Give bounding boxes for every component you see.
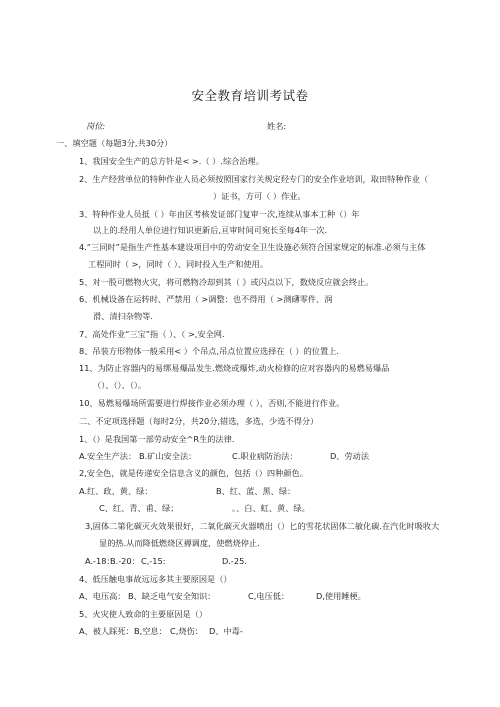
s2-q2-option-b: B、红、蓝、黑、绿： [216, 486, 296, 496]
s1-q4-line1: 4.“三同时”是指生产性基本建设项目中的劳动安全卫生设施必须符合国家规定的标准.必须与主体 [79, 242, 426, 252]
s2-q5-option-c: C,烧伤： [170, 626, 203, 636]
s2-q1: 1、（）是我国第一部劳动安全^R生的法律. [79, 434, 235, 444]
s1-q7: 7、高处作业“三宝”指（ ）、（ >,安全网. [79, 329, 225, 339]
s2-q2-option-a: A.红、政、黄、绿： [79, 486, 153, 496]
s1-q1: 1、我国安全生产的总方针是< >.（ ）.综合治理。 [79, 156, 264, 166]
s2-q1-option-a: A.安全生产法： [79, 451, 137, 461]
s2-q4-option-b: B、缺乏电气安全知识： [128, 591, 216, 601]
s2-q2-option-c: C、红、青、甫、绿； [99, 503, 179, 513]
s2-q4-option-a: A、电压高： [79, 591, 126, 601]
s2-q2: 2,安全色，就是传递安全信息含义的颜色，包括（）四种颜色。 [79, 468, 308, 478]
s2-q4-option-c: C,电压低： [248, 591, 290, 601]
s1-q2-line1: 2、生产经营单位的特种作业人员必须按照国家行关规定羟专门的安全作业培训，取田特种作业（ [79, 174, 429, 184]
s2-q3-option-a: A.-18： [85, 556, 115, 566]
s2-q3-line2: 显的热.从而降低燃烧区褥调度，使燃烧停止. [99, 538, 260, 548]
s2-q3-option-b: B.-20： [110, 556, 140, 566]
s2-q3-line1: 3,固体二第化碳灭火效果很好，二氧化碳灭火器喷出（）匕的雪花状固体二敏化碳.在汽化时吸收大 [85, 521, 440, 531]
s1-q3-line1: 3、特种作业人员抵（ ）年由区考核发证部门复审一次,连续从事本工种（）年 [79, 209, 360, 219]
s2-q4-option-d: D,使用睡梗。 [316, 591, 366, 601]
section1-heading: 一、填空题（每题3分,共30分） [56, 138, 173, 148]
s2-q4: 4、低压触电事故远远多其主要原因是（） [79, 574, 232, 584]
s1-q11-line1: 11、为防止容器内的易绑易爆品发生.燃烧或爆炸,动火检修的应对容器内的易燃易爆品 [79, 363, 390, 373]
s2-q5: 5、火灾使人致命的主要原因是（） [79, 609, 208, 619]
s1-q3-line2: 以上的.经用人单位进行知识更新后,亘审时间可宛长至每4年一次. [93, 225, 328, 235]
s2-q5-option-d: D、中毒- [209, 626, 243, 636]
s2-q1-option-c: C.职业病防治法： [232, 451, 298, 461]
s2-q3-option-d: D.-25. [222, 556, 247, 566]
s1-q10: 10、易燃易爆场所需要进行焊接作业必须办理（ ），否则,不能进行作业。 [79, 398, 345, 408]
s1-q4-line2: 工程同时（ >，同时（ ）、同时投入生产和使用。 [88, 259, 268, 269]
s1-q8: 8、吊装方形物体一般采用< ）个吊点,吊点位置应选择在（ ）的位置上. [79, 346, 339, 356]
s1-q2-line2: ）证书，方可（ ）作业。 [213, 191, 306, 201]
s1-q6-line2: 滑、清扫杂物等. [93, 311, 153, 321]
s1-q5: 5、对一股可燃物火灾，将可燃物冷却到其（ 》或闪点以下，数烧反应就会终止。 [79, 277, 374, 287]
s2-q5-option-a: A、被人踩死： [79, 626, 134, 636]
s2-q1-option-d: D、劳动法 [330, 451, 370, 461]
section2-heading: 二、不定项选择题（每时2分，共20分,错选，多选，少选不得分） [79, 416, 319, 426]
s1-q11-line2: （）、（）、（）。 [93, 380, 147, 390]
s2-q3-option-c: C,-15: [141, 556, 166, 566]
exam-title: 安全教育培训考试卷 [191, 88, 309, 103]
s2-q5-option-b: B,空息： [134, 626, 167, 636]
s1-q6-line1: 6、机械设备在运转时、严禁用（ >调整：也不得用（ >测礴零件、润 [79, 294, 333, 304]
s2-q2-option-d: 。、白、虹、黄、绿。 [232, 503, 310, 513]
post-label: 岗位: [86, 121, 106, 131]
s2-q1-option-b: B.矿山安全法： [139, 451, 197, 461]
name-label: 姓名: [267, 121, 287, 131]
